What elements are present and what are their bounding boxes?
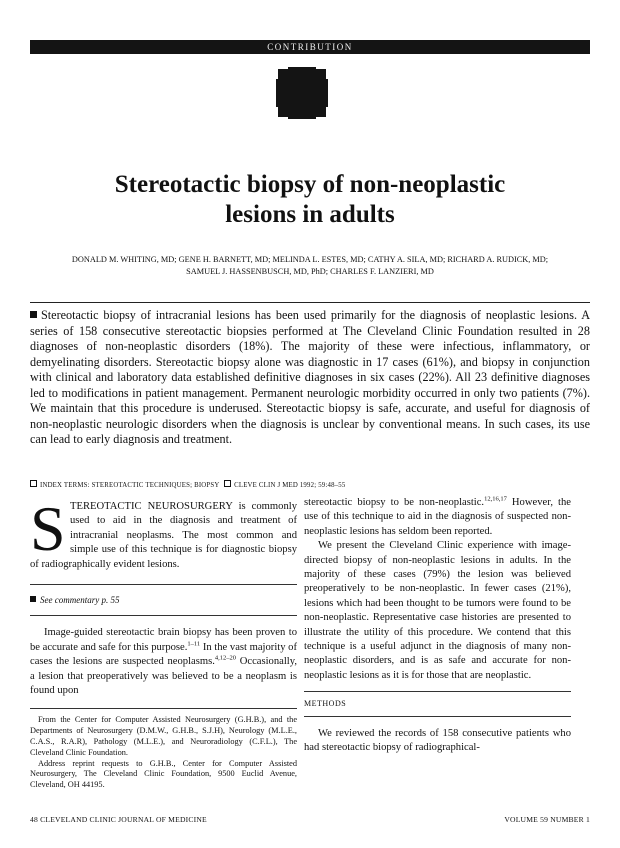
reprint-address: Address reprint requests to G.H.B., Center for Computer Assisted Neurosurgery, The Cleveland Clinic Foundation, 9500 Euclid Avenue, Cleveland, OH 44195. [30,758,297,790]
lead-paragraph: is commonly used to aid in the diagnosis and treatment of intracranial neoplasms. The most common and simple use of this technique is for diagnostic biopsy of radiographically evident lesions. [30,501,297,570]
index-terms [30,480,590,490]
reference-superscript: 1–11 [187,640,201,648]
reference-superscript: 12,16,17 [484,495,507,503]
citation: CLEVE CLIN J MED 1992; 59:48–55 [234,482,346,489]
checkbox-square-icon [30,480,37,487]
methods-paragraph: We reviewed the records of 158 consecutive patients who had stereotactic biopsy of radiographical- [304,727,571,754]
bullet-square-icon [30,596,36,602]
section-banner: CONTRIBUTION [30,40,590,54]
index-terms-label: INDEX TERMS: [40,482,90,489]
abstract-top-rule [30,302,590,303]
checkbox-square-icon [224,480,231,487]
author-line-2: SAMUEL J. HASSENBUSCH, MD, PhD; CHARLES F. LANZIERI, MD [186,266,434,276]
right-column [304,496,571,756]
title-line-1: Stereotactic biopsy of non-neoplastic [114,171,506,198]
author-list [30,254,590,277]
article-title [30,170,590,230]
title-line-2: lesions in adults [225,201,395,228]
index-terms-list: STEREOTACTIC TECHNIQUES; BIOPSY [91,482,220,489]
bullet-square-icon [30,311,37,318]
author-line-1: DONALD M. WHITING, MD; GENE H. BARNETT, MD; MELINDA L. ESTES, MD; CATHY A. SILA, MD; RICHARD A. RUDICK, MD; [71,255,549,264]
intro-paragraph-3: We present the Cleveland Clinic experience with image-directed biopsy of non-neoplastic lesions in adults. In the majority of these cases (79%) the lesion was believed preoperatively to be non-neoplastic. In fewer cases (21%), lesions which had been thought to be tumors were found to be non-neoplastic. Representative case histories are presented to illustrate the utility of this procedure. We contend that this technique is a useful adjunct in the diagnosis of many non-neoplastic disorders, and is as safe and accurate for non-neoplastic lesions as it is for those that are neoplastic. [304,540,571,681]
footer-journal: 48 CLEVELAND CLINIC JOURNAL OF MEDICINE [30,815,207,824]
lead-caps: TEREOTACTIC NEUROSURGERY [70,501,233,512]
journal-logo-icon [276,67,328,119]
drop-cap: S [30,493,66,564]
footer-volume: VOLUME 59 NUMBER 1 [504,815,590,824]
left-column [30,493,297,791]
methods-heading: METHODS [304,699,347,709]
abstract-text: Stereotactic biopsy of intracranial lesions has been used primarily for the diagnosis of neoplastic lesions. A series of 158 consecutive stereotactic biopsies performed at The Cleveland Clinic Foundation resulted in 28 diagnoses of non-neoplastic disorders (18%). The majority of these were infectious, inflammatory, or demyelinating disorders. Stereotactic biopsy alone was diagnostic in 17 cases (61%), and biopsy in conjunction with clinical and laboratory data established definitive diagnoses in six cases (22%). All 23 definitive diagnoses led to modifications in patient management. Permanent neurologic morbidity occurred in only two patients (7%). We maintain that this procedure is underused. Stereotactic biopsy is safe, accurate, and useful for diagnosis of non-neoplastic neurologic disorders when the diagnosis is unclear by conventional means. In such cases, its use can lead to early diagnosis and treatment. [30,308,590,446]
intro-paragraph-2: Image-guided stereotactic brain biopsy has been proven to be accurate and safe for this purpose.$^{1-11}$ In the vast majority of cases the lesions are suspected neoplasms.$^{4,12-20}$ Occasionally, a lesion that preoperatively was believed to be a neoplasm is found upon [30,627,297,697]
abstract [30,308,590,448]
affiliation-text: From the Center for Computer Assisted Neurosurgery (G.H.B.), and the Departments of Neurosurgery (D.M.W., G.H.B., S.J.H), Neurology (M.L.E., C.A.S., R.A.R), Pathology (M.L.E.), and Neuroradiology (C.F.L.), The Cleveland Clinic Foundation. [30,715,297,757]
commentary-link[interactable]: See commentary p. 55 [40,595,120,606]
reference-superscript: 4,12–20 [214,654,236,662]
affiliation-footnote [30,708,297,791]
intro-paragraph-continued: stereotactic biopsy to be non-neoplastic.$^{12,16,17}$ However, the use of this technique to aid in the diagnosis of suspected non-neoplastic lesions has seldom been reported. [304,495,571,537]
